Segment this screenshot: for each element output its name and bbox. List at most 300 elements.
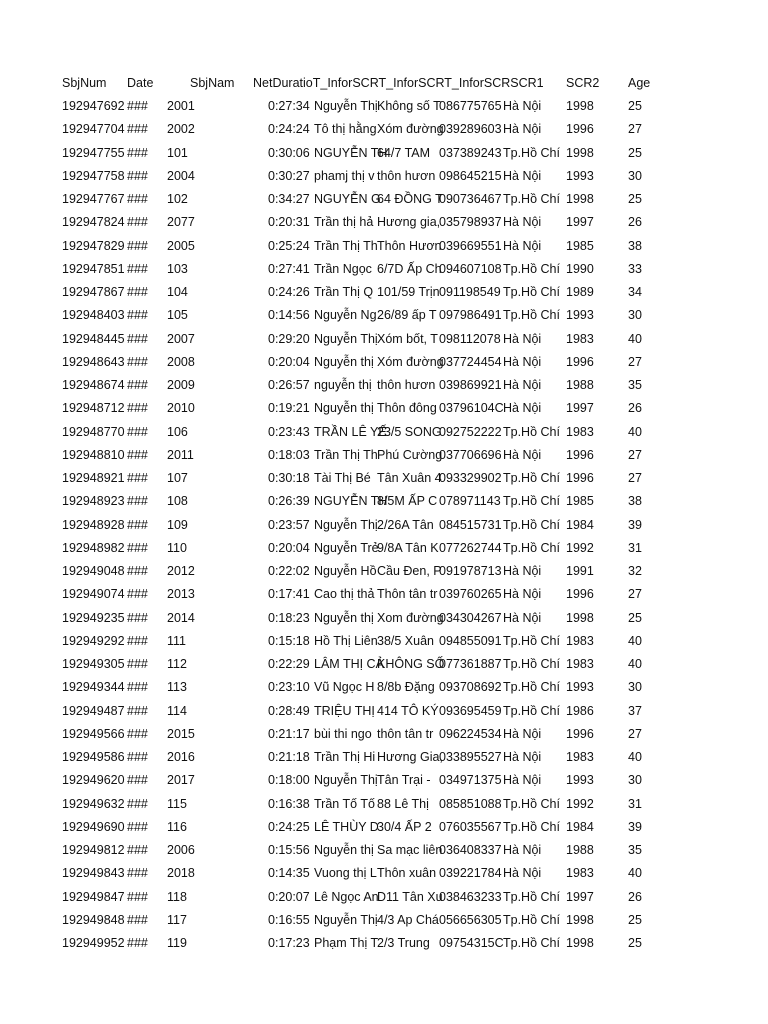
phone-cell[interactable]: 076035567: [439, 819, 502, 834]
age-cell[interactable]: 40: [628, 424, 642, 439]
sbjnam-cell[interactable]: 116: [167, 819, 187, 834]
duration-cell[interactable]: 0:24:25: [268, 819, 310, 834]
sbjnam-cell[interactable]: 2017: [167, 773, 195, 788]
phone-cell[interactable]: 03796104C: [439, 401, 504, 416]
date-cell[interactable]: ###: [127, 378, 148, 392]
date-cell[interactable]: ###: [127, 680, 148, 695]
name-cell[interactable]: Tài Thị Bé: [314, 471, 371, 485]
sbjnam-cell[interactable]: 104: [167, 285, 188, 299]
sbjnam-cell[interactable]: 2015: [167, 726, 195, 741]
date-cell[interactable]: ###: [127, 401, 148, 416]
phone-cell[interactable]: 086775765: [439, 99, 502, 113]
sbjnam-cell[interactable]: 108: [167, 494, 188, 509]
name-cell[interactable]: bùi thi ngo: [314, 726, 372, 741]
address-cell[interactable]: Không số T: [377, 99, 441, 113]
name-cell[interactable]: Trần thị hả: [314, 215, 374, 230]
address-cell[interactable]: thôn tân tr: [377, 726, 434, 741]
name-cell[interactable]: Cao thị thả: [314, 587, 375, 602]
sbjnam-cell[interactable]: 2016: [167, 750, 195, 764]
sbjnum-cell[interactable]: 192947692: [62, 99, 125, 113]
age-cell[interactable]: 27: [628, 587, 642, 602]
duration-cell[interactable]: 0:17:41: [268, 587, 310, 602]
name-cell[interactable]: Phạm Thị T: [314, 936, 379, 950]
name-cell[interactable]: Hồ Thị Liên: [314, 633, 378, 648]
phone-cell[interactable]: 098112078: [439, 331, 501, 346]
scr2-cell[interactable]: 1984: [566, 819, 594, 834]
header-sbjnum[interactable]: SbjNum: [62, 76, 107, 90]
address-cell[interactable]: Cầu Đen, P: [377, 564, 442, 578]
age-cell[interactable]: 40: [628, 331, 642, 346]
duration-cell[interactable]: 0:20:07: [268, 889, 310, 904]
header-age[interactable]: Age: [628, 76, 651, 90]
city-cell[interactable]: Tp.Hồ Chí: [503, 680, 560, 695]
sbjnam-cell[interactable]: 2004: [167, 168, 195, 183]
city-cell[interactable]: Hà Nội: [503, 587, 542, 602]
scr2-cell[interactable]: 1992: [566, 796, 594, 811]
address-cell[interactable]: 88 Lê Thị: [377, 796, 429, 811]
name-cell[interactable]: Vuong thị L: [314, 866, 377, 881]
address-cell[interactable]: Sa mạc liên: [377, 843, 443, 857]
scr2-cell[interactable]: 1985: [566, 238, 594, 253]
phone-cell[interactable]: 094855091: [439, 633, 502, 648]
name-cell[interactable]: Nguyễn Ng: [314, 308, 377, 323]
name-cell[interactable]: Nguyễn thị: [314, 843, 374, 857]
scr2-cell[interactable]: 1989: [566, 285, 594, 299]
scr2-cell[interactable]: 1983: [566, 866, 594, 881]
address-cell[interactable]: 26/89 ấp T: [377, 308, 437, 323]
city-cell[interactable]: Hà Nội: [503, 750, 542, 764]
sbjnam-cell[interactable]: 115: [167, 796, 187, 811]
date-cell[interactable]: ###: [127, 633, 148, 648]
scr2-cell[interactable]: 1998: [566, 192, 594, 206]
city-cell[interactable]: Hà Nội: [503, 843, 542, 857]
scr2-cell[interactable]: 1991: [566, 564, 594, 578]
address-cell[interactable]: Xóm bốt, T: [377, 331, 438, 346]
sbjnum-cell[interactable]: 192949305: [62, 657, 125, 671]
duration-cell[interactable]: 0:27:34: [268, 99, 310, 113]
sbjnam-cell[interactable]: 114: [167, 703, 187, 718]
phone-cell[interactable]: 056656305: [439, 912, 502, 927]
scr2-cell[interactable]: 1996: [566, 587, 594, 602]
date-cell[interactable]: ###: [127, 819, 148, 834]
sbjnam-cell[interactable]: 113: [167, 680, 187, 695]
duration-cell[interactable]: 0:18:00: [268, 773, 310, 788]
scr2-cell[interactable]: 1988: [566, 378, 594, 392]
scr2-cell[interactable]: 1996: [566, 447, 594, 462]
age-cell[interactable]: 37: [628, 703, 642, 718]
name-cell[interactable]: Lê Ngọc An: [314, 889, 379, 904]
phone-cell[interactable]: 090736467: [439, 192, 502, 206]
sbjnam-cell[interactable]: 2007: [167, 331, 195, 346]
address-cell[interactable]: Thôn xuân: [377, 866, 437, 881]
duration-cell[interactable]: 0:24:24: [268, 122, 310, 137]
name-cell[interactable]: Nguyễn Hồ: [314, 564, 377, 578]
phone-cell[interactable]: 078971143: [439, 494, 501, 509]
address-cell[interactable]: 2/3 Trung: [377, 936, 430, 950]
sbjnam-cell[interactable]: 2018: [167, 866, 195, 881]
name-cell[interactable]: Tô thị hằng: [314, 122, 377, 137]
scr2-cell[interactable]: 1998: [566, 912, 594, 927]
sbjnam-cell[interactable]: 2009: [167, 378, 195, 392]
age-cell[interactable]: 26: [628, 401, 642, 416]
duration-cell[interactable]: 0:20:31: [268, 215, 310, 230]
duration-cell[interactable]: 0:30:27: [268, 168, 310, 183]
sbjnum-cell[interactable]: 192948674: [62, 378, 125, 392]
date-cell[interactable]: ###: [127, 471, 148, 485]
age-cell[interactable]: 40: [628, 633, 642, 648]
age-cell[interactable]: 40: [628, 866, 642, 881]
city-cell[interactable]: Tp.Hồ Chí: [503, 912, 560, 927]
phone-cell[interactable]: 084515731: [439, 517, 502, 532]
address-cell[interactable]: 4/3 Ap Chá: [377, 912, 439, 927]
age-cell[interactable]: 38: [628, 494, 642, 509]
sbjnam-cell[interactable]: 2011: [167, 447, 194, 462]
phone-cell[interactable]: 098645215: [439, 168, 502, 183]
phone-cell[interactable]: 085851088: [439, 796, 502, 811]
sbjnum-cell[interactable]: 192947867: [62, 285, 125, 299]
phone-cell[interactable]: 091978713: [439, 564, 502, 578]
city-cell[interactable]: Tp.Hồ Chí: [503, 936, 560, 950]
date-cell[interactable]: ###: [127, 99, 148, 113]
phone-cell[interactable]: 038463233: [439, 889, 502, 904]
date-cell[interactable]: ###: [127, 308, 148, 323]
city-cell[interactable]: Tp.Hồ Chí: [503, 285, 560, 299]
city-cell[interactable]: Tp.Hồ Chí: [503, 540, 560, 555]
name-cell[interactable]: NGUYỄN G: [314, 192, 381, 206]
age-cell[interactable]: 30: [628, 773, 642, 788]
address-cell[interactable]: Hương gia,: [377, 215, 441, 230]
city-cell[interactable]: Hà Nội: [503, 331, 542, 346]
city-cell[interactable]: Tp.Hồ Chí: [503, 517, 560, 532]
name-cell[interactable]: nguyễn thị: [314, 378, 372, 392]
date-cell[interactable]: ###: [127, 261, 148, 276]
sbjnum-cell[interactable]: 192949487: [62, 703, 125, 718]
sbjnam-cell[interactable]: 2006: [167, 843, 195, 857]
city-cell[interactable]: Tp.Hồ Chí: [503, 633, 560, 648]
date-cell[interactable]: ###: [127, 726, 148, 741]
address-cell[interactable]: 8/8b Đặng: [377, 680, 435, 695]
address-cell[interactable]: Thôn Hươn: [377, 238, 442, 253]
sbjnum-cell[interactable]: 192949848: [62, 912, 125, 927]
scr2-cell[interactable]: 1985: [566, 494, 594, 509]
scr2-cell[interactable]: 1983: [566, 750, 594, 764]
address-cell[interactable]: 6/7D Ấp Ch: [377, 261, 442, 276]
name-cell[interactable]: Trần Ngọc: [314, 261, 372, 276]
city-cell[interactable]: Hà Nội: [503, 447, 542, 462]
age-cell[interactable]: 25: [628, 145, 642, 160]
age-cell[interactable]: 34: [628, 285, 642, 299]
date-cell[interactable]: ###: [127, 610, 148, 625]
name-cell[interactable]: Nguyễn thị: [314, 610, 374, 625]
address-cell[interactable]: Xóm đường: [377, 122, 444, 137]
address-cell[interactable]: 38/5 Xuân: [377, 633, 434, 648]
sbjnam-cell[interactable]: 2001: [167, 99, 195, 113]
address-cell[interactable]: 2/26A Tân: [377, 517, 434, 532]
scr2-cell[interactable]: 1996: [566, 122, 594, 137]
phone-cell[interactable]: 033895527: [439, 750, 502, 764]
sbjnam-cell[interactable]: 106: [167, 424, 188, 439]
age-cell[interactable]: 25: [628, 936, 642, 950]
sbjnum-cell[interactable]: 192948810: [62, 447, 125, 462]
name-cell[interactable]: Trần Thị Th: [314, 238, 378, 253]
duration-cell[interactable]: 0:29:20: [268, 331, 310, 346]
age-cell[interactable]: 30: [628, 308, 642, 323]
sbjnam-cell[interactable]: 2013: [167, 587, 195, 602]
scr2-cell[interactable]: 1996: [566, 354, 594, 369]
city-cell[interactable]: Hà Nội: [503, 215, 542, 230]
duration-cell[interactable]: 0:28:49: [268, 703, 310, 718]
sbjnam-cell[interactable]: 2002: [167, 122, 195, 137]
city-cell[interactable]: Tp.Hồ Chí: [503, 471, 560, 485]
sbjnum-cell[interactable]: 192949632: [62, 796, 125, 811]
age-cell[interactable]: 30: [628, 168, 642, 183]
duration-cell[interactable]: 0:15:56: [268, 843, 310, 857]
address-cell[interactable]: thôn hươn: [377, 378, 436, 392]
scr2-cell[interactable]: 1997: [566, 215, 594, 230]
duration-cell[interactable]: 0:23:57: [268, 517, 310, 532]
duration-cell[interactable]: 0:17:23: [268, 936, 310, 950]
date-cell[interactable]: ###: [127, 122, 148, 137]
header-duration-info-scr1[interactable]: NetDuratioT_InforSCRT_InforSCRT_InforSCRSCR1: [253, 76, 544, 90]
scr2-cell[interactable]: 1996: [566, 726, 594, 741]
date-cell[interactable]: ###: [127, 889, 148, 904]
name-cell[interactable]: LÊ THÙY D: [314, 819, 379, 834]
sbjnum-cell[interactable]: 192949847: [62, 889, 125, 904]
name-cell[interactable]: Trần Thị Q: [314, 285, 374, 299]
address-cell[interactable]: 23/5 SONG: [377, 424, 442, 439]
scr2-cell[interactable]: 1990: [566, 261, 594, 276]
sbjnum-cell[interactable]: 192949812: [62, 843, 125, 857]
name-cell[interactable]: Trần Thị Hi: [314, 750, 376, 764]
name-cell[interactable]: TRẦN LÊ YẾ: [314, 424, 387, 439]
phone-cell[interactable]: 037706696: [439, 447, 502, 462]
date-cell[interactable]: ###: [127, 145, 148, 160]
city-cell[interactable]: Tp.Hồ Chí: [503, 703, 560, 718]
sbjnum-cell[interactable]: 192949048: [62, 564, 125, 578]
address-cell[interactable]: Hương Gia,: [377, 750, 443, 764]
date-cell[interactable]: ###: [127, 517, 148, 532]
name-cell[interactable]: Nguyễn thị: [314, 354, 374, 369]
scr2-cell[interactable]: 1997: [566, 401, 594, 416]
sbjnum-cell[interactable]: 192947829: [62, 238, 125, 253]
duration-cell[interactable]: 0:21:18: [268, 750, 310, 764]
address-cell[interactable]: 64 ĐỒNG T: [377, 192, 443, 206]
duration-cell[interactable]: 0:30:18: [268, 471, 310, 485]
scr2-cell[interactable]: 1993: [566, 308, 594, 323]
age-cell[interactable]: 25: [628, 912, 642, 927]
phone-cell[interactable]: 09754315C: [439, 936, 504, 950]
city-cell[interactable]: Tp.Hồ Chí: [503, 889, 560, 904]
address-cell[interactable]: Thôn tân tr: [377, 587, 438, 602]
name-cell[interactable]: Nguyễn Thị: [314, 773, 378, 788]
phone-cell[interactable]: 035798937: [439, 215, 502, 230]
duration-cell[interactable]: 0:18:03: [268, 447, 310, 462]
sbjnum-cell[interactable]: 192949620: [62, 773, 125, 788]
duration-cell[interactable]: 0:20:04: [268, 540, 310, 555]
address-cell[interactable]: Xóm đường: [377, 354, 444, 369]
phone-cell[interactable]: 037724454: [439, 354, 502, 369]
date-cell[interactable]: ###: [127, 657, 148, 671]
address-cell[interactable]: thôn hươn: [377, 168, 436, 183]
duration-cell[interactable]: 0:22:29: [268, 657, 310, 671]
sbjnam-cell[interactable]: 105: [167, 308, 188, 323]
age-cell[interactable]: 27: [628, 447, 642, 462]
address-cell[interactable]: Tân Xuân 4: [377, 471, 442, 485]
header-scr2[interactable]: SCR2: [566, 76, 600, 90]
scr2-cell[interactable]: 1996: [566, 471, 594, 485]
duration-cell[interactable]: 0:20:04: [268, 354, 310, 369]
sbjnum-cell[interactable]: 192948770: [62, 424, 125, 439]
age-cell[interactable]: 25: [628, 192, 642, 206]
address-cell[interactable]: KHÔNG SỐ: [377, 657, 445, 671]
name-cell[interactable]: Nguyễn Thị: [314, 517, 378, 532]
city-cell[interactable]: Hà Nội: [503, 773, 542, 788]
address-cell[interactable]: Xom đường: [377, 610, 444, 625]
duration-cell[interactable]: 0:25:24: [268, 238, 310, 253]
city-cell[interactable]: Hà Nội: [503, 99, 542, 113]
sbjnum-cell[interactable]: 192948403: [62, 308, 125, 323]
duration-cell[interactable]: 0:26:57: [268, 378, 310, 392]
sbjnam-cell[interactable]: 111: [167, 633, 187, 648]
scr2-cell[interactable]: 1993: [566, 168, 594, 183]
date-cell[interactable]: ###: [127, 564, 148, 578]
city-cell[interactable]: Hà Nội: [503, 168, 542, 183]
sbjnum-cell[interactable]: 192949235: [62, 610, 125, 625]
scr2-cell[interactable]: 1992: [566, 540, 594, 555]
date-cell[interactable]: ###: [127, 540, 148, 555]
duration-cell[interactable]: 0:26:39: [268, 494, 310, 509]
scr2-cell[interactable]: 1983: [566, 424, 594, 439]
sbjnam-cell[interactable]: 2010: [167, 401, 195, 416]
sbjnum-cell[interactable]: 192948712: [62, 401, 125, 416]
scr2-cell[interactable]: 1983: [566, 633, 594, 648]
phone-cell[interactable]: 034304267: [439, 610, 502, 625]
name-cell[interactable]: Nguyễn Thị: [314, 912, 378, 927]
name-cell[interactable]: Trần Thị Th: [314, 447, 378, 462]
city-cell[interactable]: Tp.Hồ Chí: [503, 424, 560, 439]
address-cell[interactable]: D11 Tân Xu: [377, 889, 443, 904]
age-cell[interactable]: 32: [628, 564, 642, 578]
name-cell[interactable]: LÂM THỊ CẢ: [314, 657, 384, 671]
city-cell[interactable]: Hà Nội: [503, 866, 542, 881]
sbjnum-cell[interactable]: 192948982: [62, 540, 125, 555]
age-cell[interactable]: 27: [628, 471, 642, 485]
city-cell[interactable]: Hà Nội: [503, 354, 542, 369]
sbjnum-cell[interactable]: 192947704: [62, 122, 125, 137]
address-cell[interactable]: 9/8A Tân K: [377, 540, 439, 555]
phone-cell[interactable]: 097986491: [439, 308, 502, 323]
sbjnam-cell[interactable]: 119: [167, 936, 187, 950]
date-cell[interactable]: ###: [127, 192, 148, 206]
duration-cell[interactable]: 0:30:06: [268, 145, 310, 160]
name-cell[interactable]: TRIỆU THỊ: [314, 703, 375, 718]
sbjnam-cell[interactable]: 117: [167, 912, 187, 927]
sbjnam-cell[interactable]: 107: [167, 471, 188, 485]
duration-cell[interactable]: 0:16:38: [268, 796, 310, 811]
sbjnum-cell[interactable]: 192949690: [62, 819, 125, 834]
city-cell[interactable]: Hà Nội: [503, 401, 542, 416]
phone-cell[interactable]: 091198549: [439, 285, 501, 299]
sbjnum-cell[interactable]: 192947824: [62, 215, 125, 230]
phone-cell[interactable]: 093708692: [439, 680, 502, 695]
date-cell[interactable]: ###: [127, 424, 148, 439]
address-cell[interactable]: 101/59 Trịn: [377, 285, 440, 299]
name-cell[interactable]: phamj thị v: [314, 168, 375, 183]
name-cell[interactable]: Trần Tố Tố: [314, 796, 375, 811]
city-cell[interactable]: Tp.Hồ Chí: [503, 494, 560, 509]
phone-cell[interactable]: 077262744: [439, 540, 502, 555]
sbjnum-cell[interactable]: 192948928: [62, 517, 125, 532]
date-cell[interactable]: ###: [127, 796, 148, 811]
age-cell[interactable]: 40: [628, 750, 642, 764]
duration-cell[interactable]: 0:23:43: [268, 424, 310, 439]
sbjnum-cell[interactable]: 192948643: [62, 354, 125, 369]
city-cell[interactable]: Tp.Hồ Chí: [503, 657, 560, 671]
date-cell[interactable]: ###: [127, 168, 148, 183]
scr2-cell[interactable]: 1988: [566, 843, 594, 857]
date-cell[interactable]: ###: [127, 238, 148, 253]
phone-cell[interactable]: 093695459: [439, 703, 502, 718]
phone-cell[interactable]: 096224534: [439, 726, 502, 741]
sbjnum-cell[interactable]: 192949292: [62, 633, 125, 648]
sbjnum-cell[interactable]: 192949843: [62, 866, 125, 881]
name-cell[interactable]: Nguyễn Thị: [314, 99, 378, 113]
duration-cell[interactable]: 0:34:27: [268, 192, 310, 206]
name-cell[interactable]: NGUYỄN TH: [314, 145, 388, 160]
date-cell[interactable]: ###: [127, 447, 148, 462]
sbjnum-cell[interactable]: 192947851: [62, 261, 125, 276]
name-cell[interactable]: Nguyễn Thị: [314, 331, 378, 346]
date-cell[interactable]: ###: [127, 285, 148, 299]
date-cell[interactable]: ###: [127, 843, 148, 857]
sbjnum-cell[interactable]: 192949952: [62, 936, 125, 950]
phone-cell[interactable]: 036408337: [439, 843, 502, 857]
address-cell[interactable]: 8/5M ẤP C: [377, 494, 438, 509]
address-cell[interactable]: Tân Trại -: [377, 773, 431, 788]
age-cell[interactable]: 27: [628, 122, 642, 137]
phone-cell[interactable]: 039869921: [439, 378, 502, 392]
age-cell[interactable]: 27: [628, 354, 642, 369]
sbjnam-cell[interactable]: 2008: [167, 354, 195, 369]
city-cell[interactable]: Hà Nội: [503, 564, 542, 578]
scr2-cell[interactable]: 1998: [566, 936, 594, 950]
age-cell[interactable]: 27: [628, 726, 642, 741]
scr2-cell[interactable]: 1998: [566, 145, 594, 160]
name-cell[interactable]: Nguyễn thị: [314, 401, 374, 416]
sbjnam-cell[interactable]: 2014: [167, 610, 195, 625]
sbjnam-cell[interactable]: 2005: [167, 238, 195, 253]
age-cell[interactable]: 40: [628, 657, 642, 671]
city-cell[interactable]: Hà Nội: [503, 378, 542, 392]
duration-cell[interactable]: 0:19:21: [268, 401, 310, 416]
phone-cell[interactable]: 039669551: [439, 238, 502, 253]
age-cell[interactable]: 26: [628, 889, 642, 904]
sbjnam-cell[interactable]: 110: [167, 540, 187, 555]
date-cell[interactable]: ###: [127, 494, 148, 509]
city-cell[interactable]: Tp.Hồ Chí: [503, 145, 560, 160]
sbjnum-cell[interactable]: 192949586: [62, 750, 125, 764]
phone-cell[interactable]: 034971375: [439, 773, 502, 788]
date-cell[interactable]: ###: [127, 587, 148, 602]
sbjnam-cell[interactable]: 101: [167, 145, 188, 160]
duration-cell[interactable]: 0:24:26: [268, 285, 310, 299]
duration-cell[interactable]: 0:14:56: [268, 308, 310, 323]
age-cell[interactable]: 33: [628, 261, 642, 276]
duration-cell[interactable]: 0:22:02: [268, 564, 310, 578]
address-cell[interactable]: 30/4 ẤP 2: [377, 819, 432, 834]
scr2-cell[interactable]: 1983: [566, 657, 594, 671]
sbjnum-cell[interactable]: 192948921: [62, 471, 125, 485]
